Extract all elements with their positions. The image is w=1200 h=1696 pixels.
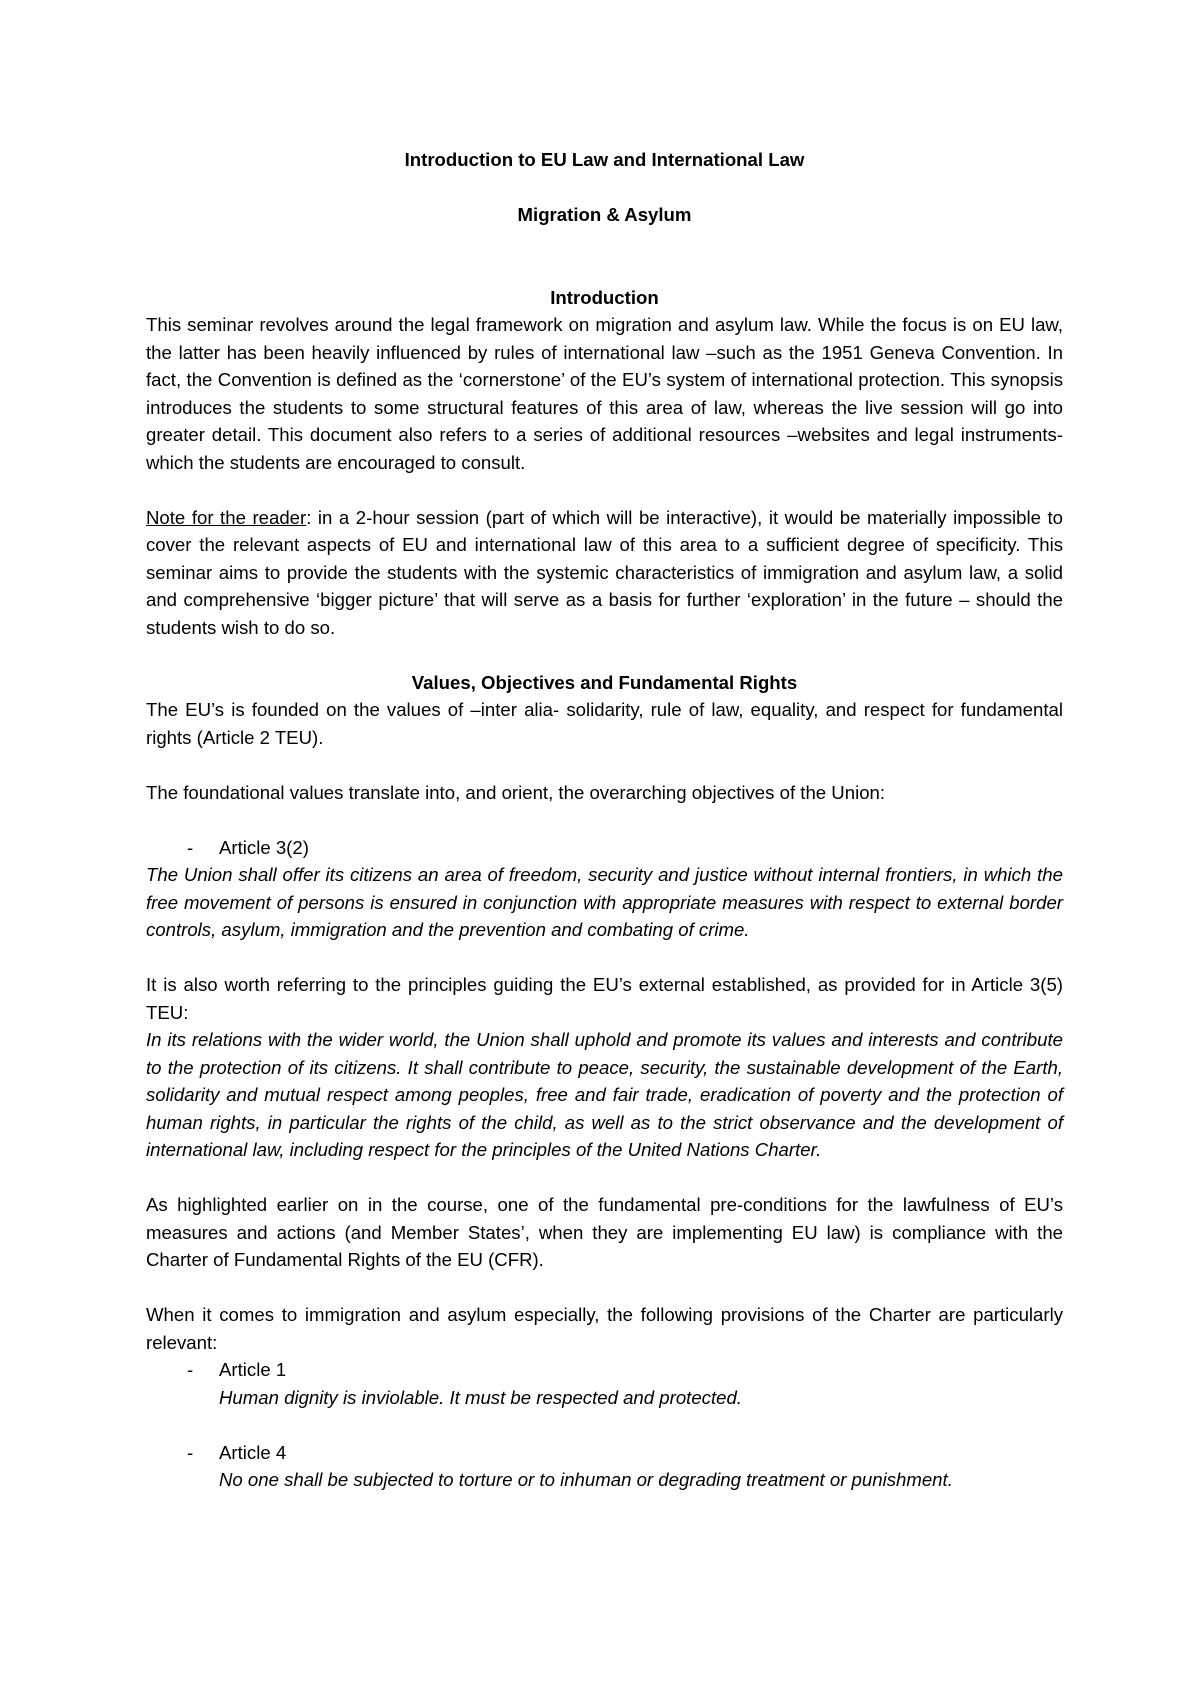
article-1-quote: Human dignity is inviolable. It must be respected and protected.: [219, 1386, 742, 1408]
article-3-2-label: Article 3(2): [219, 836, 309, 858]
bullet-dash: -: [187, 1359, 194, 1380]
note-text: : in a 2-hour session (part of which will be interactive), it would be materially impossible to cover the relevant aspects of EU and international law of this area to a sufficient degree of specificity. This seminar aims to provide the students with the systemic characteristics of immigration and asylum law, a solid and comprehensive ‘bigger picture’ that will serve as a basis for further ‘exploration’ in the future – should the students wish to do so.: [146, 506, 1063, 638]
article-1-label: Article 1: [219, 1359, 287, 1380]
bullet-article-3-2: [146, 834, 1063, 862]
note-label: Note for the reader: [146, 506, 307, 528]
external-intro-paragraph: It is also worth referring to the principles guiding the EU’s external established, as provided for in Article 3(5) TEU:: [146, 974, 1063, 1023]
objectives-paragraph: The foundational values translate into, and orient, the overarching objectives of the Union:: [146, 781, 886, 803]
document-subtitle: Migration & Asylum: [517, 204, 692, 225]
document-title: Introduction to EU Law and International Law: [404, 149, 805, 170]
note-paragraph: [146, 504, 1063, 642]
document-body: [146, 146, 1063, 1494]
bullet-dash: -: [187, 836, 194, 858]
bullet-article-1: [146, 1356, 1063, 1384]
article-4-quote: No one shall be subjected to torture or to inhuman or degrading treatment or punishment.: [219, 1469, 953, 1490]
values-paragraph: The EU’s is founded on the values of –inter alia- solidarity, rule of law, equality, and respect for fundamental rights (Article 2 TEU).: [146, 699, 1063, 748]
intro-heading: Introduction: [550, 286, 659, 308]
values-heading: Values, Objectives and Fundamental Rights: [411, 671, 798, 693]
charter-paragraph: As highlighted earlier on in the course, one of the fundamental pre-conditions for the lawfulness of EU’s measures and actions (and Member States’, when they are implementing EU law) is compliance with the Charter of Fundamental Rights of the EU (CFR).: [146, 1194, 1063, 1270]
bullet-article-4: [146, 1439, 1063, 1467]
article-3-5-quote: In its relations with the wider world, the Union shall uphold and promote its values and interests and contribute to the protection of its citizens. It shall contribute to peace, security, the sustainable development of the Earth, solidarity and mutual respect among peoples, free and fair trade, eradication of poverty and the protection of human rights, in particular the rights of the child, as well as to the strict observance and the development of international law, including respect for the principles of the United Nations Charter.: [146, 1029, 1063, 1160]
intro-paragraph: This seminar revolves around the legal framework on migration and asylum law. While the focus is on EU law, the latter has been heavily influenced by rules of international law –such as the 1951 Geneva Convention. In fact, the Convention is defined as the ‘cornerstone’ of the EU’s system of international protection. This synopsis introduces the students to some structural features of this area of law, whereas the live session will go into greater detail. This document also refers to a series of additional resources –websites and legal instruments- which the students are encouraged to consult.: [146, 314, 1063, 473]
article-4-label: Article 4: [219, 1441, 287, 1463]
bullet-dash: -: [187, 1441, 194, 1463]
provisions-intro-paragraph: When it comes to immigration and asylum especially, the following provisions of the Charter are particularly relevant:: [146, 1304, 1063, 1353]
article-3-2-quote: The Union shall offer its citizens an area of freedom, security and justice without internal frontiers, in which the free movement of persons is ensured in conjunction with appropriate measures with respect to external border controls, asylum, immigration and the prevention and combating of crime.: [146, 864, 1063, 940]
